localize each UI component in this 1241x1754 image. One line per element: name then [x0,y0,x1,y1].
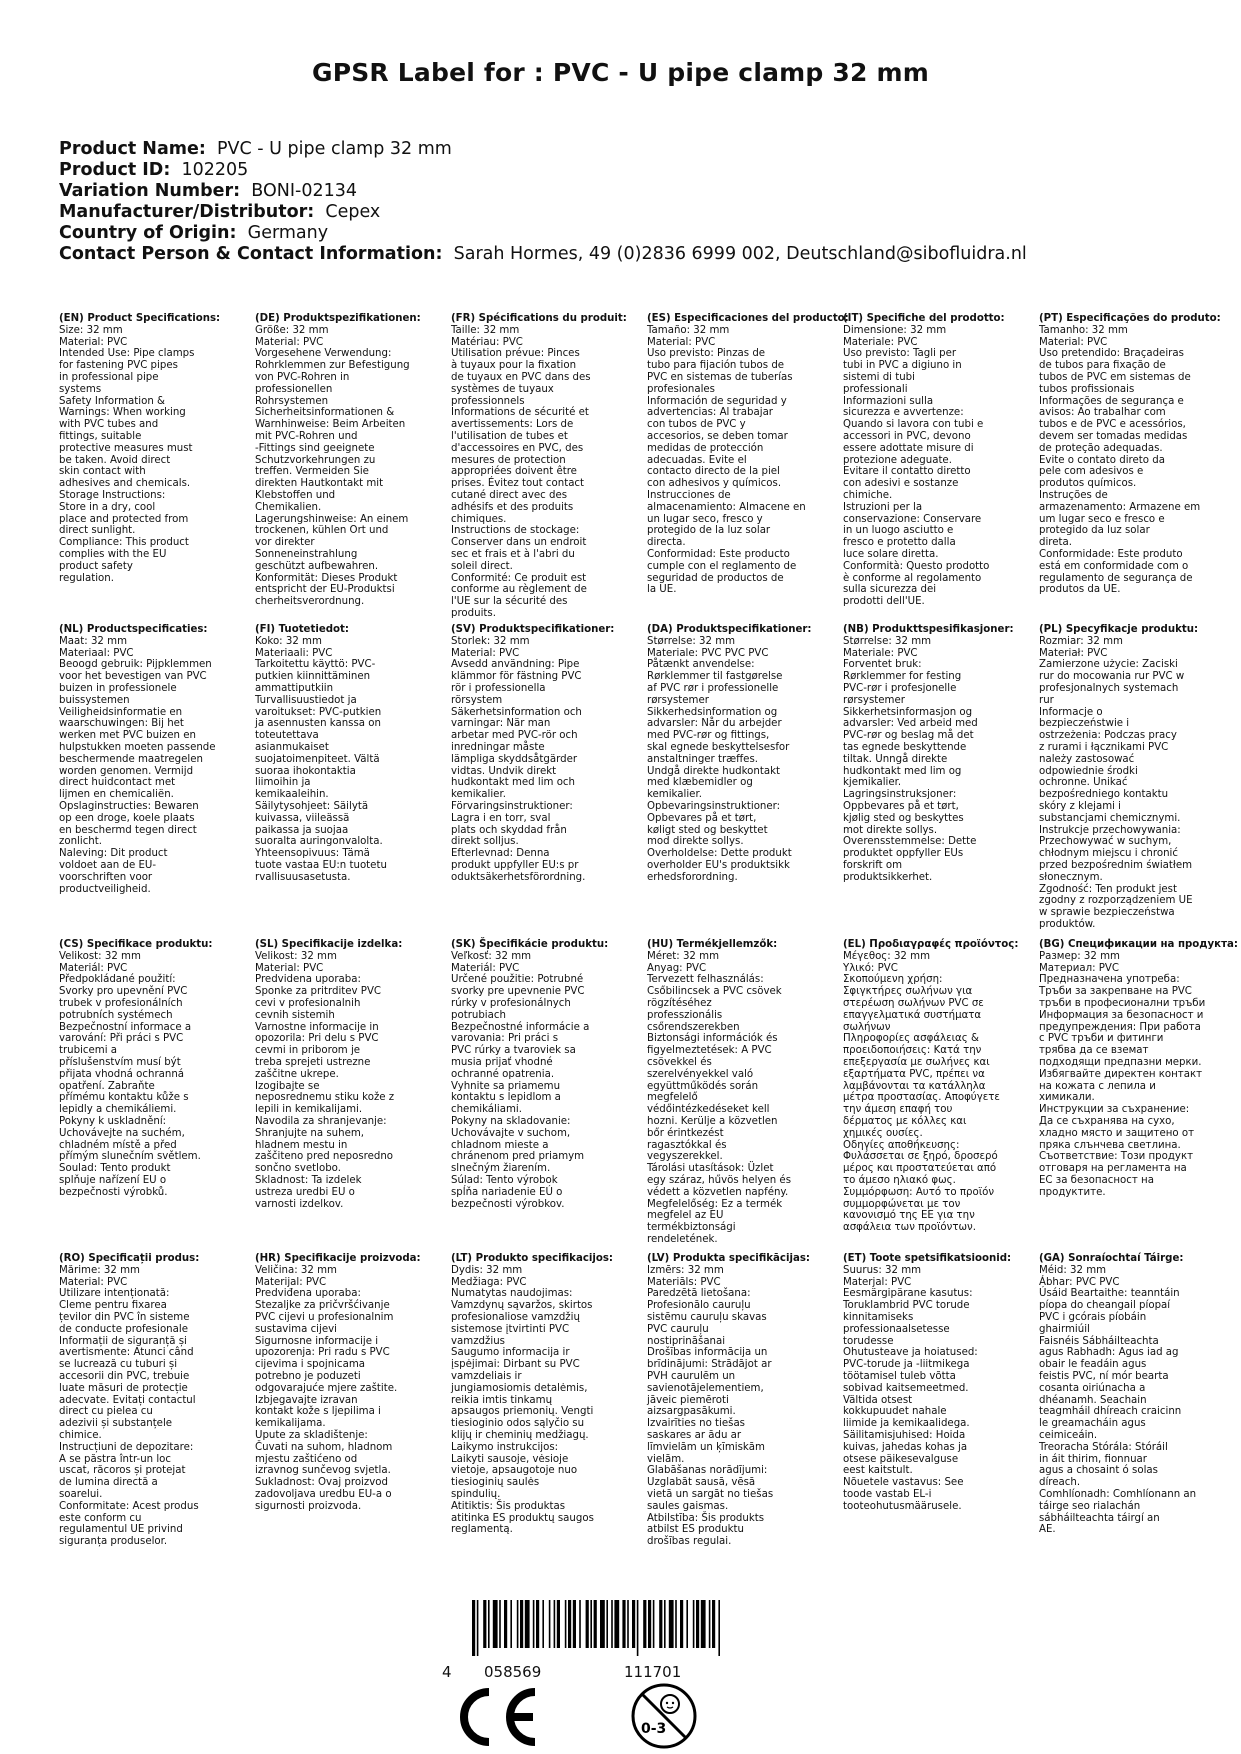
spec-section-ro [59,1253,231,1548]
barcode-digit-first: 4 [442,1663,452,1681]
spec-body: Taille: 32 mm Matériau: PVC Utilisation prévue: Pinces à tuyaux pour la fixation de tuyaux en PVC dans des systèmes de tuyaux professionnels Informations de sécurité et avertissements: Lors de l'utilisation de tubes et d'accessoires en PVC, des mesures de protection appropriées doivent être prises. Évitez tout contact cutané direct avec des adhésifs et des produits chimiques. Instructions de stockage: Conserver dans un endroit sec et frais et à l'abri du soleil direct. Conformité: Ce produit est conforme au règlement de l'UE sur la sécurité des produits. [451,324,591,619]
info-value: Cepex [325,202,381,222]
spec-section-nb [843,624,1015,884]
spec-heading: (RO) Specificații produs: [59,1253,200,1264]
spec-body: Veľkosť: 32 mm Materiál: PVC Určené použitie: Potrubné svorky pre upevnenie PVC rúrky v profesionálnych potrubiach Bezpečnostné informácie a varovania: Pri práci s PVC rúrky a tvaroviek sa musia prijať vhodné ochranné opatrenia. Vyhnite sa priamemu kontaktu s lepidlom a chemikáliami. Pokyny na skladovanie: Uchovávajte v suchom, chladnom mieste a chránenom pred priamym slnečným žiarením. Súlad: Tento výrobok spĺňa nariadenie EÚ o bezpečnosti výrobkov. [451,950,590,1210]
info-key: Contact Person & Contact Information: [59,244,443,264]
spec-heading: (EN) Product Specifications: [59,313,221,324]
spec-body: Izmērs: 32 mm Materiāls: PVC Paredzētā lietošana: Profesionālo cauruļu sistēmu cauruļu skavas PVC cauruļu nostiprināšanai Drošības informācija un brīdinājumi: Strādājot ar PVH caurulēm un savienotājelementiem, jāveic piemēroti aizsargpasākumi. Izvairīties no tiešas saskares ar ādu ar līmvielām un ķīmiskām vielām. Glabāšanas norādījumi: Uzglabāt sausā, vēsā vietā un sargāt no tiešas saules gaismas. Atbilstība: Šis produkts atbilst ES produktu drošības regulai. [647,1264,774,1548]
spec-section-cs [59,939,231,1199]
spec-body: Size: 32 mm Material: PVC Intended Use: Pipe clamps for fastening PVC pipes in professional pipe systems Safety Information & Warnings: When working with PVC tubes and fittings, suitable protective measures must be taken. Avoid direct skin contact with adhesives and chemicals. Storage Instructions: Store in a dry, cool place and protected from direct sunlight. Compliance: This product complies with the EU product safety regulation. [59,324,195,584]
barcode-digits-right: 111701 [624,1663,682,1681]
info-row-manufacturer [59,202,1209,223]
barcode-icon [468,1600,728,1656]
spec-heading: (IT) Specifiche del prodotto: [843,313,1005,324]
spec-body: Méid: 32 mm Ábhar: PVC PVC Úsáid Beartaithe: teanntáin píopa do cheangail píopaí PVC i gcórais píobáin ghairmiúil Faisnéis Sábháilteachta agus Rabhadh: Agus iad ag obair le feadáin agus feistis PVC, ní mór bearta cosanta oiriúnacha a dhéanamh. Seachain teagmháil dhíreach craicinn le greamacháin agus ceimiceáin. Treoracha Stórála: Stóráil in áit thirim, fionnuar agus a chosaint ó solas díreach. Comhlíonadh: Comhlíonann an táirge seo rialachán sábháilteachta táirgí an AE. [1039,1264,1197,1536]
barcode-digits-left: 058569 [484,1663,542,1681]
spec-heading: (NL) Productspecificaties: [59,624,208,635]
spec-heading: (DA) Produktspecifikationer: [647,624,812,635]
spec-body: Koko: 32 mm Materiaali: PVC Tarkoitettu käyttö: PVC- putkien kiinnittäminen ammattiputkiin Turvallisuustiedot ja varoitukset: PVC-putkien ja asennusten kanssa on toteutettava asianmukaiset suojatoimenpiteet. Vältä suoraa ihokontaktia liimoihin ja kemikaaleihin. Säilytysohjeet: Säilytä kuivassa, viileässä paikassa ja suojaa suoralta auringonvalolta. Yhteensopivuus: Tämä tuote vastaa EU:n tuotetu rvallisuusasetusta. [255,635,387,883]
spec-section-fr [451,313,627,620]
spec-heading: (BG) Спецификации на продукта: [1039,939,1238,950]
spec-section-ga [1039,1253,1211,1536]
spec-section-da [647,624,819,884]
spec-heading: (PL) Specyfikacje produktu: [1039,624,1199,635]
spec-heading: (GA) Sonraíochtaí Táirge: [1039,1253,1184,1264]
ce-mark-icon [455,1686,540,1748]
spec-body: Μέγεθος: 32 mm Υλικό: PVC Σκοπούμενη χρήση: Σφιγκτήρες σωλήνων για στερέωση σωλήνων PVC σε επαγγελματικά συστήματα σωλήνων Πληροφορίες ασφάλειας & προειδοποιήσεις: Κατά την επεξεργασία με σωλήνες και εξαρτήματα PVC, πρέπει να λαμβάνονται τα κατάλληλα μέτρα προστασίας. Αποφύγετε την άμεση επαφή του δέρματος με κόλλες και χημικές ουσίες. Οδηγίες αποθήκευσης: Φυλάσσεται σε ξηρό, δροσερό μέρος και προστατεύεται από το άμεσο ηλιακό φως. Συμμόρφωση: Αυτό το προϊόν συμμορφώνεται με τον κανονισμό της ΕΕ για την ασφάλεια των προϊόντων. [843,950,1000,1234]
spec-section-lt [451,1253,623,1536]
spec-heading: (SL) Specifikacije izdelka: [255,939,403,950]
spec-heading: (CS) Specifikace produktu: [59,939,213,950]
page-title: GPSR Label for : PVC - U pipe clamp 32 mm [311,58,930,87]
spec-body: Размер: 32 mm Материал: PVC Предназначена употреба: Тръби за закрепване на PVC тръби в професионални тръби Информация за безопасност и предупреждения: При работа с PVC тръби и фитинги трябва да се вземат подходящи предпазни мерки. Избягвайте директен контакт на кожата с лепила и химикали. Инструкции за съхранение: Да се съхранява на сухо, хладно място и защитено от пряка слънчева светлина. Съответствие: Този продукт отговаря на регламента на ЕС за безопасност на продуктите. [1039,950,1206,1198]
info-row-contact [59,244,1209,265]
spec-section-sk [451,939,623,1210]
spec-body: Tamanho: 32 mm Material: PVC Uso pretendido: Braçadeiras de tubos para fixação de tubos de PVC em sistemas de tubos profissionais Informações de segurança e avisos: Ao trabalhar com tubos e de PVC e acessórios, devem ser tomadas medidas de proteção adequadas. Evite o contato direto da pele com adesivos e produtos químicos. Instruções de armazenamento: Armazene em um lugar seco e fresco e protegido da luz solar direta. Conformidade: Este produto está em conformidade com o regulamento de segurança de produtos da UE. [1039,324,1201,596]
spec-section-el [843,939,1019,1234]
spec-body: Rozmiar: 32 mm Materiał: PVC Zamierzone użycie: Zaciski rur do mocowania rur PVC w profesjonalnych systemach rur Informacje o bezpieczeństwie i ostrzeżenia: Podczas pracy z rurami i łącznikami PVC należy zastosować odpowiednie środki ochronne. Unikać bezpośredniego kontaktu skóry z klejami i substancjami chemicznymi. Instrukcje przechowywania: Przechowywać w suchym, chłodnym miejscu i chronić przed bezpośrednim światłem słonecznym. Zgodność: Ten produkt jest zgodny z rozporządzeniem UE w sprawie bezpieczeństwa produktów. [1039,635,1193,930]
spec-heading: (HR) Specifikacije proizvoda: [255,1253,421,1264]
spec-section-fi [255,624,427,884]
spec-body: Storlek: 32 mm Material: PVC Avsedd användning: Pipe klämmor för fästning PVC rör i professionella rörsystem Säkerhetsinformation och varningar: När man arbetar med PVC-rör och inredningar måste lämpliga skyddsåtgärder vidtas. Undvik direkt hudkontakt med lim och kemikalier. Förvaringsinstruktioner: Lagra i en torr, sval plats och skyddad från direkt solljus. Efterlevnad: Denna produkt uppfyller EU:s pr oduktsäkerhetsförordning. [451,635,586,883]
spec-section-hr [255,1253,427,1513]
spec-heading: (FR) Spécifications du produit: [451,313,627,324]
spec-section-pl [1039,624,1211,931]
spec-body: Mărime: 32 mm Material: PVC Utilizare intenționată: Cleme pentru fixarea țevilor din PVC în sisteme de conducte profesionale Informații de siguranță și avertismente: Atunci când se lucrează cu tuburi și accesorii din PVC, trebuie luate măsuri de protecție adecvate. Evitați contactul direct cu pielea cu adezivii și substanțele chimice. Instrucțiuni de depozitare: A se păstra într-un loc uscat, răcoros și protejat de lumina directă a soarelui. Conformitate: Acest produs este conform cu regulamentul UE privind siguranța produselor. [59,1264,199,1548]
spec-heading: (NB) Produkttspesifikasjoner: [843,624,1014,635]
spec-section-it [843,313,1015,608]
age-warning-icon [630,1682,698,1750]
spec-heading: (ES) Especificaciones del producto: [647,313,849,324]
spec-heading: (PT) Especificações do produto: [1039,313,1221,324]
info-value: PVC - U pipe clamp 32 mm [217,139,452,159]
info-key: Manufacturer/Distributor: [59,202,315,222]
spec-body: Velikost: 32 mm Materiál: PVC Předpokládané použití: Svorky pro upevnění PVC trubek v profesionálních potrubních systémech Bezpečnostní informace a varování: Při práci s PVC trubicemi a příslušenstvím musí být přijata vhodná ochranná opatření. Zabraňte přímému kontaktu kůže s lepidly a chemikáliemi. Pokyny k uskladnění: Uchovávejte na suchém, chladném místě a před přímým slunečním světlem. Soulad: Tento produkt splňuje nařízení EU o bezpečnosti výrobků. [59,950,201,1198]
spec-heading: (EL) Προδιαγραφές προϊόντος: [843,939,1019,950]
info-key: Country of Origin: [59,223,237,243]
spec-body: Dimensione: 32 mm Materiale: PVC Uso previsto: Tagli per tubi in PVC a digiuno in sistemi di tubi professionali Informazioni sulla sicurezza e avvertenze: Quando si lavora con tubi e accessori in PVC, devono essere adottate misure di protezione adeguate. Evitare il contatto diretto con adesivi e sostanze chimiche. Istruzioni per la conservazione: Conservare in un luogo asciutto e fresco e protetto dalla luce solare diretta. Conformità: Questo prodotto è conforme al regolamento sulla sicurezza dei prodotti dell'UE. [843,324,990,608]
spec-body: Méret: 32 mm Anyag: PVC Tervezett felhasználás: Csőbilincsek a PVC csövek rögzítéséhez professzionális csőrendszerekben Biztonsági információk és figyelmeztetések: A PVC csövekkel és szerelvényekkel való együttműködés során megfelelő védőintézkedéseket kell hozni. Kerülje a közvetlen bőr érintkezést ragasztókkal és vegyszerekkel. Tárolási utasítások: Üzlet egy száraz, hűvös helyen és védett a közvetlen napfény. Megfelelőség: Ez a termék megfelel az EU termékbiztonsági rendeletének. [647,950,791,1245]
info-key: Product Name: [59,139,206,159]
spec-section-bg [1039,939,1238,1199]
spec-body: Størrelse: 32 mm Materiale: PVC PVC PVC Påtænkt anvendelse: Rørklemmer til fastgørelse af PVC rør i professionelle rørsystemer Sikkerhedsinformation og advarsler: Når du arbejder med PVC-rør og fittings, skal egnede beskyttelsesfor anstaltninger træffes. Undgå direkte hudkontakt med klæbemidler og kemikalier. Opbevaringsinstruktioner: Opbevares på et tørt, køligt sted og beskyttet mod direkte sollys. Overholdelse: Dette produkt overholder EU's produktsikk erhedsforordning. [647,635,792,883]
info-value: BONI-02134 [251,181,357,201]
spec-heading: (HU) Termékjellemzők: [647,939,778,950]
spec-section-lv [647,1253,819,1548]
info-row-product-id [59,160,1209,181]
spec-heading: (ET) Toote spetsifikatsioonid: [843,1253,1012,1264]
spec-body: Tamaño: 32 mm Material: PVC Uso previsto: Pinzas de tubo para fijación tubos de PVC en sistemas de tuberías profesionales Información de seguridad y advertencias: Al trabajar con tubos de PVC y accesorios, se deben tomar medidas de protección adecuadas. Evite el contacto directo de la piel con adhesivos y químicos. Instrucciones de almacenamiento: Almacene en un lugar seco, fresco y protegido de la luz solar directa. Conformidad: Este producto cumple con el reglamento de seguridad de productos de la UE. [647,324,806,596]
spec-section-nl [59,624,231,895]
info-value: Germany [247,223,329,243]
info-key: Variation Number: [59,181,241,201]
spec-heading: (LT) Produkto specifikacijos: [451,1253,613,1264]
info-row-product-name [59,139,1209,160]
spec-heading: (DE) Produktspezifikationen: [255,313,421,324]
spec-heading: (SK) Špecifikácie produktu: [451,939,609,950]
spec-section-et [843,1253,1015,1513]
spec-section-sv [451,624,623,884]
spec-body: Velikost: 32 mm Material: PVC Predvidena uporaba: Sponke za pritrditev PVC cevi v profesionalnih cevnih sistemih Varnostne informacije in opozorila: Pri delu s PVC cevmi in priborom je treba sprejeti ustrezne zaščitne ukrepe. Izogibajte se neposrednemu stiku kože z lepili in kemikalijami. Navodila za shranjevanje: Shranjujte na suhem, hladnem mestu in zaščiteno pred neposredno sončno svetlobo. Skladnost: Ta izdelek ustreza uredbi EU o varnosti izdelkov. [255,950,395,1210]
product-info [59,139,1209,265]
spec-section-en [59,313,231,584]
info-row-variation-number [59,181,1209,202]
spec-section-es [647,313,849,596]
age-range-label: 0-3 [641,1721,667,1737]
info-value: 102205 [181,160,249,180]
spec-body: Veličina: 32 mm Materijal: PVC Predviđena uporaba: Stezaljke za pričvršćivanje PVC cijevi u profesionalnim sustavima cijevi Sigurnosne informacije i upozorenja: Pri radu s PVC cijevima i spojnicama potrebno je poduzeti odgovarajuće mjere zaštite. Izbjegavajte izravan kontakt kože s ljepilima i kemikalijama. Upute za skladištenje: Čuvati na suhom, hladnom mjestu zaštićeno od izravnog sunčevog svjetla. Sukladnost: Ovaj proizvod zadovoljava uredbu EU-a o sigurnosti proizvoda. [255,1264,398,1512]
spec-heading: (SV) Produktspecifikationer: [451,624,615,635]
spec-body: Størrelse: 32 mm Materiale: PVC Forventet bruk: Rørklemmer for festing PVC-rør i profesjonelle rørsystemer Sikkerhetsinformasjon og advarsler: Ved arbeid med PVC-rør og beslag må det tas egnede beskyttende tiltak. Unngå direkte hudkontakt med lim og kjemikalier. Lagringsinstruksjoner: Oppbevares på et tørt, kjølig sted og beskyttes mot direkte sollys. Overensstemmelse: Dette produktet oppfyller EUs forskrift om produktsikkerhet. [843,635,978,883]
spec-section-pt [1039,313,1221,596]
spec-section-de [255,313,427,608]
spec-body: Größe: 32 mm Material: PVC Vorgesehene Verwendung: Rohrklemmen zur Befestigung von PVC-Rohren in professionellen Rohrsystemen Sicherheitsinformationen & Warnhinweise: Beim Arbeiten mit PVC-Rohren und -Fittings sind geeignete Schutzvorkehrungen zu treffen. Vermeiden Sie direkten Hautkontakt mit Klebstoffen und Chemikalien. Lagerungshinweise: An einem trockenen, kühlen Ort und vor direkter Sonneneinstrahlung geschützt aufbewahren. Konformität: Dieses Produkt entspricht der EU-Produktsi cherheitsverordnung. [255,324,410,608]
spec-body: Dydis: 32 mm Medžiaga: PVC Numatytas naudojimas: Vamzdynų sąvaržos, skirtos profesionaliose vamzdžių sistemose įtvirtinti PVC vamzdžius Saugumo informacija ir įspėjimai: Dirbant su PVC vamzdeliais ir jungiamosiomis detalėmis, reikia imtis tinkamų apsaugos priemonių. Vengti tiesioginio odos sąlyčio su klijų ir cheminių medžiagų. Laikymo instrukcijos: Laikyti sausoje, vėsioje vietoje, apsaugotoje nuo tiesioginių saulės spindulių. Atitiktis: Šis produktas atitinka ES produktų saugos reglamentą. [451,1264,594,1536]
spec-body: Suurus: 32 mm Materjal: PVC Eesmärgipärane kasutus: Toruklambrid PVC torude kinnitamiseks professionaalsetesse torudesse Ohutusteave ja hoiatused: PVC-torude ja -liitmikega töötamisel tuleb võtta sobivad kaitsemeetmed. Vältida otsest kokkupuudet nahale liimide ja kemikaalidega. Säilitamisjuhised: Hoida kuivas, jahedas kohas ja otsese päikesevalguse eest kaitstult. Nõuetele vastavus: See toode vastab EL-i tooteohutusmäärusele. [843,1264,978,1512]
spec-heading: (LV) Produkta specifikācijas: [647,1253,810,1264]
info-value: Sarah Hormes, 49 (0)2836 6999 002, Deutschland@sibofluidra.nl [453,244,1027,264]
info-row-country [59,223,1209,244]
spec-body: Maat: 32 mm Materiaal: PVC Beoogd gebruik: Pijpklemmen voor het bevestigen van PVC buizen in professionele buissystemen Veiligheidsinformatie en waarschuwingen: Bij het werken met PVC buizen en hulpstukken moeten passende beschermende maatregelen worden genomen. Vermijd direct huidcontact met lijmen en chemicaliën. Opslaginstructies: Bewaren op een droge, koele plaats en beschermd tegen direct zonlicht. Naleving: Dit product voldoet aan de EU- voorschriften voor productveiligheid. [59,635,216,895]
spec-heading: (FI) Tuotetiedot: [255,624,349,635]
info-key: Product ID: [59,160,171,180]
spec-section-sl [255,939,427,1210]
spec-section-hu [647,939,819,1246]
